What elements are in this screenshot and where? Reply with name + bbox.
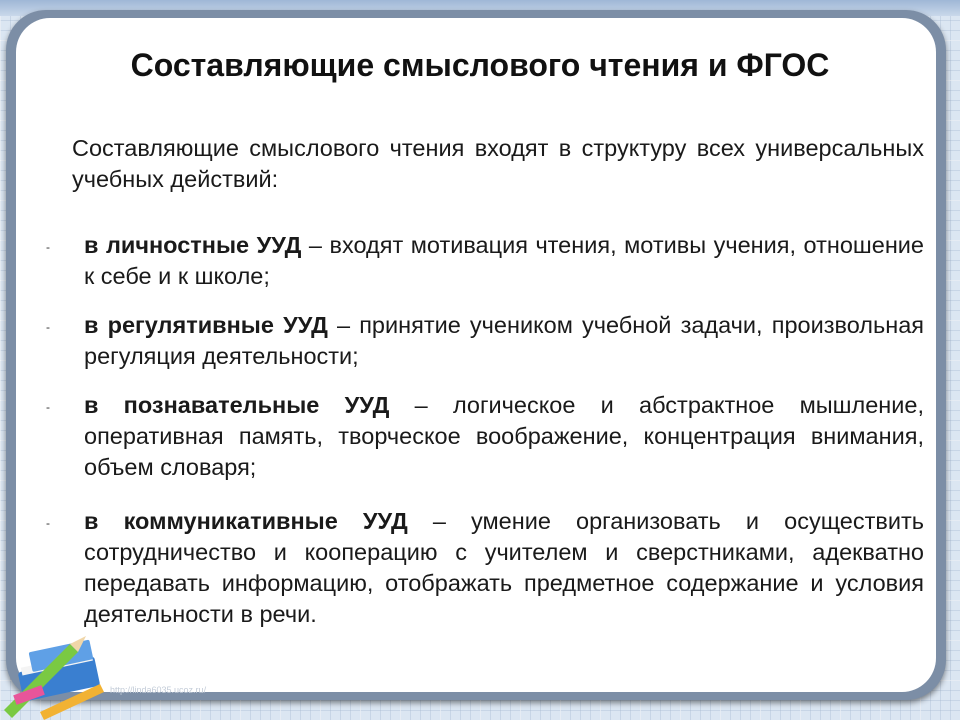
item-bold-term: в познавательные УУД: [84, 392, 390, 418]
item-description: – умение организовать и осуществить сотрудничество и кооперацию с учителем и сверстниками, адекватно передавать информацию, отображать предметное содержание и условия деятельности в речи.: [84, 508, 924, 627]
item-description: – принятие учеником учебной задачи, произвольная регуляция деятельности;: [84, 312, 924, 369]
item-description: – входят мотивация чтения, мотивы учения, отношение к себе и к школе;: [84, 232, 924, 289]
item-bold-term: в коммуникативные УУД: [84, 508, 408, 534]
list-item-regulatory: [84, 310, 924, 372]
item-description: – логическое и абстрактное мышление, оперативная память, творческое воображение, концентрация внимания, объем словаря;: [84, 392, 925, 480]
list-item-communicative: [84, 506, 924, 630]
item-bold-term: в регулятивные УУД: [84, 312, 328, 338]
books-and-pencils-icon: [0, 624, 120, 720]
bullet-marker: -: [46, 240, 50, 254]
item-bold-term: в личностные УУД: [84, 232, 302, 258]
slide-title: Составляющие смыслового чтения и ФГОС: [130, 47, 830, 83]
bullet-marker: -: [46, 400, 50, 414]
list-item-cognitive: [84, 390, 924, 483]
footer-url: http://linda6035.ucoz.ru/: [110, 685, 207, 695]
list-item-personal: [84, 230, 924, 292]
bullet-marker: -: [46, 516, 50, 530]
intro-paragraph: Составляющие смыслового чтения входят в структуру всех универсальных учебных действий:: [72, 135, 924, 192]
bullet-marker: -: [46, 320, 50, 334]
